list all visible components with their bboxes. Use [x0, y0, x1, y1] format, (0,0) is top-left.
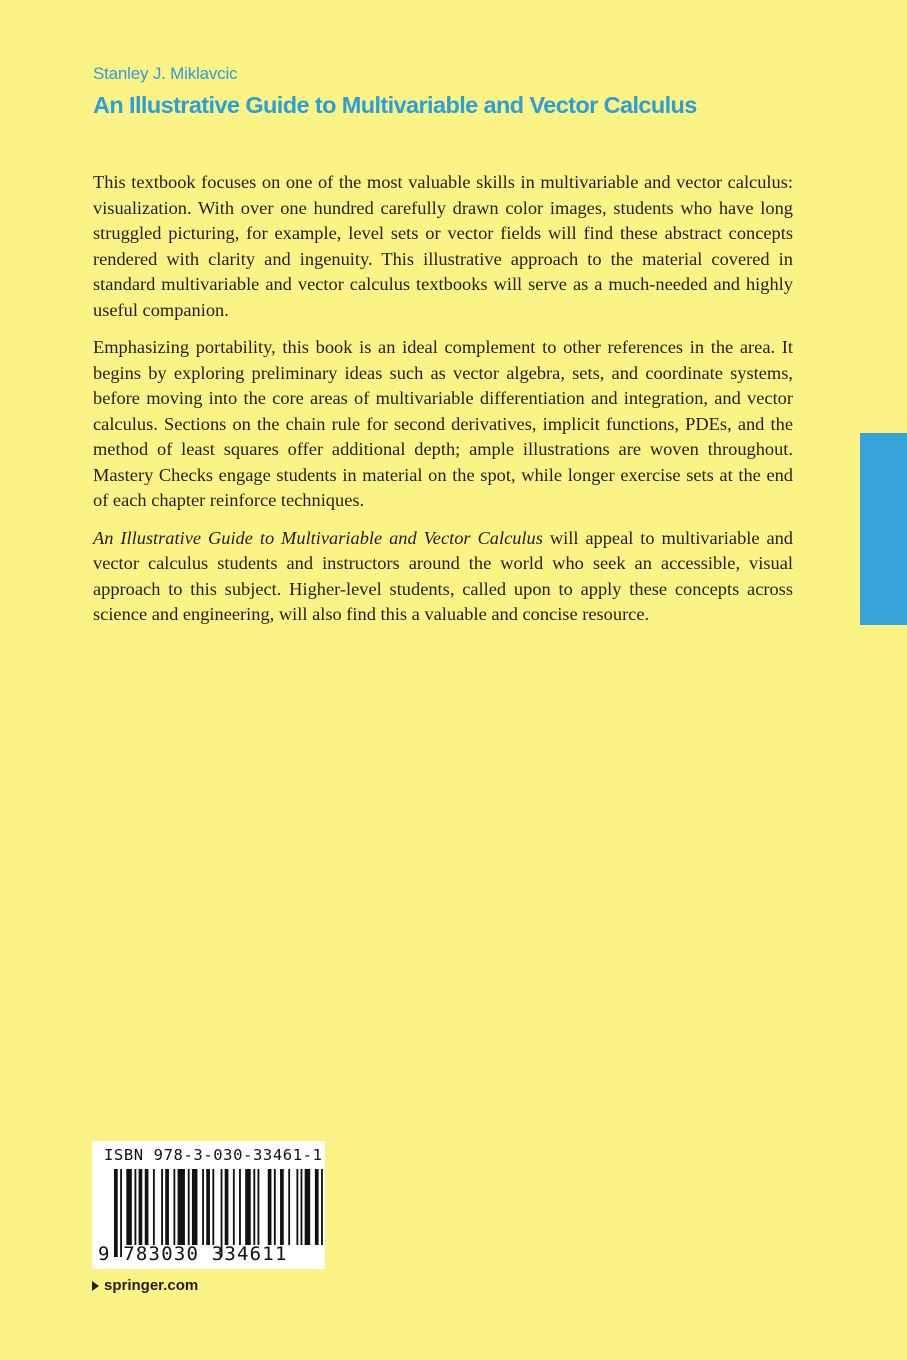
barcode-bar	[301, 1169, 303, 1245]
barcode-bar	[153, 1169, 155, 1245]
barcode-bar	[305, 1169, 311, 1245]
barcode-bar	[268, 1169, 272, 1245]
barcode-bar	[206, 1169, 210, 1245]
blurb	[93, 170, 793, 640]
barcode-bar	[245, 1169, 251, 1245]
barcode-bar	[192, 1169, 198, 1245]
blurb-paragraph-2: Emphasizing portability, this book is an ideal complement to other references in the area. It begins by exploring preliminary ideas such as vector algebra, sets, and coordinate systems, before moving into the core areas of multivariable differentiation and integration, and vector calculus. Sections on the chain rule for second derivatives, implicit functions, PDEs, and the method of least squares offer additional depth; ample illustrations are woven throughout. Mastery Checks engage students in material on the spot, while longer exercise sets at the end of each chapter reinforce techniques.	[93, 337, 793, 510]
blurb-paragraph-3-text: will appeal to multivariable and vector calculus students and instructors around the world who seek an accessible, visual approach to this subject. Higher-level students, called upon to apply these concepts across science and engineering, will also find this a valuable and concise resource.	[93, 527, 794, 624]
side-color-tab	[860, 433, 907, 625]
italic-title: An Illustrative Guide to Multivariable and Vector Calculus	[93, 527, 543, 548]
barcode-bar	[239, 1169, 241, 1245]
author-name: Stanley J. Miklavcic	[93, 64, 238, 83]
barcode-bar	[139, 1169, 143, 1245]
blurb-paragraph-3	[93, 526, 793, 628]
blurb-paragraph-1: This textbook focuses on one of the most valuable skills in multivariable and vector calculus: visualization. With over one hundred carefully drawn color images, students who have long struggled picturing, for example, level sets or vector fields will find these abstract concepts rendered with clarity and ingenuity. This illustrative approach to the material covered in standard multivariable and vector calculus textbooks will serve as a much-needed and highly useful companion.	[93, 172, 793, 320]
barcode-bar	[274, 1169, 276, 1245]
barcode-bar	[288, 1169, 290, 1245]
book-title: An Illustrative Guide to Multivariable and Vector Calculus	[93, 92, 697, 118]
barcode-bar	[280, 1169, 284, 1245]
barcode-bar	[188, 1169, 190, 1245]
barcode-bar	[296, 1169, 298, 1245]
barcode-bar	[225, 1169, 229, 1245]
arrow-right-icon	[92, 1281, 99, 1291]
isbn-barcode	[92, 1141, 325, 1269]
isbn-label: ISBN 978-3-030-33461-1	[104, 1146, 323, 1164]
barcode-bar	[258, 1169, 260, 1245]
barcode-bar	[178, 1169, 185, 1245]
publisher-link[interactable]	[92, 1277, 198, 1294]
barcode-bar	[165, 1169, 169, 1245]
barcode-bar	[212, 1169, 214, 1245]
publisher-link-label: springer.com	[104, 1277, 199, 1294]
barcode-bar	[126, 1169, 132, 1245]
barcode-digits: 9 783030 334611	[98, 1243, 288, 1265]
barcode-bar	[145, 1169, 149, 1245]
barcode-bar	[135, 1169, 137, 1245]
barcode-bar	[321, 1169, 323, 1245]
barcode-bar	[253, 1169, 255, 1245]
barcode-bar	[315, 1169, 319, 1245]
barcode-bar	[202, 1169, 204, 1245]
barcode-bar	[161, 1169, 163, 1245]
barcode-bar	[173, 1169, 175, 1245]
barcode-bar	[233, 1169, 235, 1245]
